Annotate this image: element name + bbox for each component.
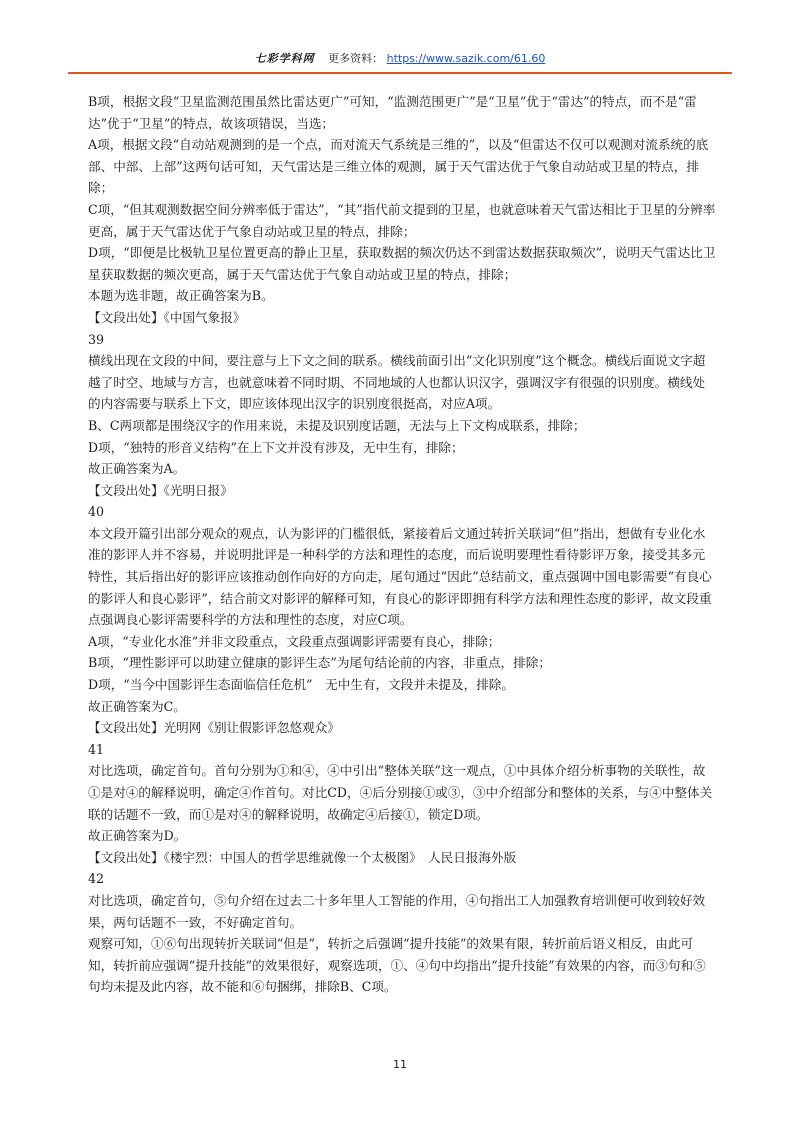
paragraph: A项，根据文段“自动站观测到的是一个点，而对流天气系统是三维的”，以及“但雷达不仅可以观测对流系统的底部、中部、上部”这两句话可知，天气雷达是三维立体的观测，属于天气雷达优于气象自动站或卫星的特点，排除； bbox=[88, 137, 709, 196]
source-note: 【文段出处】《中国气象报》 bbox=[88, 309, 246, 325]
paragraph: B、C两项都是围绕汉字的作用来说，未提及识别度话题，无法与上下文构成联系，排除； bbox=[88, 417, 586, 433]
question-number: 42 bbox=[88, 871, 105, 887]
paragraph: A项，“专业化水准”并非文段重点，文段重点强调影评需要有良心，排除； bbox=[88, 633, 501, 649]
paragraph: C项，“但其观测数据空间分辨率低于雷达”，“其”指代前文提到的卫星，也就意味着天气雷达相比于卫星的分辨率更高，属于天气雷达优于气象自动站或卫星的特点，排除； bbox=[88, 201, 716, 239]
paragraph: 本题为选非题，故正确答案为B。 bbox=[88, 288, 274, 304]
paragraph: 对比选项，确定首句，⑤句介绍在过去二十多年里人工智能的作用，④句指出工人加强教育培训便可收到较好效果，两句话题不一致，不好确定首句。 bbox=[88, 892, 706, 930]
header-link-label: 更多资料： bbox=[328, 52, 384, 65]
page-header bbox=[0, 52, 800, 66]
page-number: 11 bbox=[393, 1058, 407, 1071]
header-link[interactable]: https://www.sazik.com/61.60 bbox=[386, 52, 546, 65]
source-note: 【文段出处】《光明日报》 bbox=[88, 482, 233, 498]
paragraph: B项，“理性影评可以助建立健康的影评生态”为尾句结论前的内容，非重点，排除； bbox=[88, 655, 551, 671]
paragraph: 故正确答案为C。 bbox=[88, 698, 186, 714]
paragraph: D项，“当今中国影评生态面临信任危机” 无中生有，文段并未提及，排除。 bbox=[88, 677, 514, 693]
question-number: 39 bbox=[88, 331, 105, 347]
header-divider bbox=[68, 72, 732, 74]
paragraph: D项，“即便是比极轨卫星位置更高的静止卫星，获取数据的频次仍达不到雷达数据获取频次”，说明天气雷达比卫星获取数据的频次更高，属于天气雷达优于气象自动站或卫星的特点，排除； bbox=[88, 245, 716, 282]
paragraph: 对比选项，确定首句。首句分别为①和④，④中引出“整体关联”这一观点，①中具体介绍分析事物的关联性，故①是对④的解释说明，确定④作首句。对比CD，④后分别接①或③，③中介绍部分和整体的关系，与④中整体关联的话题不一致，而①是对④的解释说明，故确定④后接①，锁定D项。 bbox=[88, 763, 713, 822]
paragraph: 故正确答案为D。 bbox=[88, 828, 187, 844]
question-number: 41 bbox=[88, 741, 105, 757]
paragraph: 故正确答案为A。 bbox=[88, 461, 186, 477]
paragraph: D项，“独特的形音义结构”在上下文并没有涉及，无中生有，排除； bbox=[88, 439, 464, 455]
paragraph: 观察可知，①⑥句出现转折关联词“但是”，转折之后强调“提升技能”的效果有限，转折前后语义相反，由此可知，转折前应强调“提升技能”的效果很好，观察选项，①、④句中均指出“提升技能”有效果的内容，而③句和⑤句均未提及此内容，故不能和⑥句捆绑，排除B、C项。 bbox=[88, 936, 706, 995]
source-note: 【文段出处】光明网《别让假影评忽悠观众》 bbox=[88, 720, 340, 736]
document-body bbox=[88, 91, 716, 998]
question-number: 40 bbox=[88, 504, 105, 520]
paragraph: 横线出现在文段的中间，要注意与上下文之间的联系。横线前面引出“文化识别度”这个概念。横线后面说文字超越了时空、地域与方言，也就意味着不同时期、不同地域的人也都认识汉字，强调汉字有很强的识别度。横线处的内容需要与联系上下文，即应该体现出汉字的识别度很挺高，对应A项。 bbox=[88, 353, 706, 412]
paragraph: 本文段开篇引出部分观众的观点，认为影评的门槛很低，紧接着后文通过转折关联词“但”指出，想做有专业化水准的影评人并不容易，并说明批评是一种科学的方法和理性的态度，而后说明要理性看待影评万象，接受其多元特性，其后指出好的影评应该推动创作向好的方向走，尾句通过“因此”总结前文，重点强调中国电影需要“有良心的影评人和良心影评”，结合前文对影评的解释可知，有良心的影评即拥有科学方法和理性态度的影评，故文段重点强调良心影评需要科学的方法和理性的态度，对应C项。 bbox=[88, 525, 712, 628]
header-brand: 七彩学科网 bbox=[254, 52, 315, 65]
source-note: 【文段出处】《楼宇烈：中国人的哲学思维就像一个太极图》 人民日报海外版 bbox=[88, 849, 517, 865]
paragraph: B项，根据文段“卫星监测范围虽然比雷达更广”可知，“监测范围更广”是“卫星”优于“雷达”的特点，而不是“雷达”优于“卫星”的特点，故该项错误，当选； bbox=[88, 94, 697, 131]
